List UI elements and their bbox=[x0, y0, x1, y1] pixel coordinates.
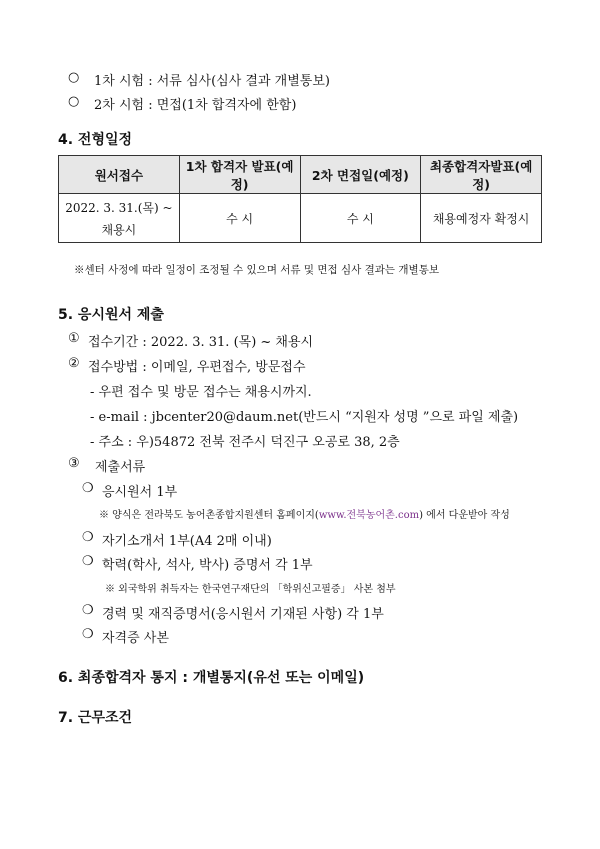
doc-form-note bbox=[99, 506, 510, 521]
bullet-circle-icon: ❍ bbox=[82, 481, 94, 496]
bullet-circle-icon: ○ bbox=[68, 70, 80, 85]
bullet-circle-icon: ❍ bbox=[82, 530, 94, 545]
cell-final-result: 채용예정자 확정시 bbox=[421, 194, 542, 243]
table-header-row bbox=[59, 156, 542, 194]
bullet-circle-icon: ❍ bbox=[82, 603, 94, 618]
item2-sub-email: - e-mail : jbcenter20@daum.net(반드시 “지원자 성명 ”으로 파일 제출) bbox=[90, 410, 519, 425]
header-application: 원서접수 bbox=[59, 156, 180, 194]
cell-first-result: 수 시 bbox=[179, 194, 300, 243]
doc-application-form: 응시원서 1부 bbox=[102, 485, 178, 500]
cell-interview: 수 시 bbox=[300, 194, 421, 243]
header-final-result: 최종합격자발표(예정) bbox=[421, 156, 542, 194]
table-row bbox=[59, 194, 542, 243]
homepage-link[interactable]: www.전북농어촌.com bbox=[318, 510, 420, 521]
doc-career-cert: 경력 및 재직증명서(응시원서 기재된 사항) 각 1부 bbox=[102, 607, 384, 622]
item2-number: ② bbox=[68, 356, 80, 371]
section5-heading: 5. 응시원서 제출 bbox=[58, 307, 164, 323]
item3-documents: 제출서류 bbox=[95, 460, 146, 475]
doc-form-note-suffix: ) 에서 다운받아 작성 bbox=[419, 510, 510, 521]
cell-application-line2: 채용시 bbox=[101, 222, 137, 237]
exam-second-stage: 2차 시험 : 면접(1차 합격자에 한함) bbox=[94, 98, 297, 113]
bullet-circle-icon: ❍ bbox=[82, 554, 94, 569]
section7-heading: 7. 근무조건 bbox=[58, 710, 133, 726]
doc-foreign-degree-note: ※ 외국학위 취득자는 한국연구재단의 「학위신고필증」 사본 첨부 bbox=[105, 584, 396, 595]
bullet-circle-icon: ○ bbox=[68, 94, 80, 109]
doc-license-copy: 자격증 사본 bbox=[102, 631, 169, 646]
cell-application-line1: 2022. 3. 31.(목) ~ bbox=[65, 200, 173, 215]
item2-sub-address: - 주소 : 우)54872 전북 전주시 덕진구 오공로 38, 2층 bbox=[90, 435, 400, 450]
header-interview: 2차 면접일(예정) bbox=[300, 156, 421, 194]
schedule-table bbox=[58, 155, 542, 243]
cell-application-period bbox=[59, 194, 180, 243]
doc-self-intro: 자기소개서 1부(A4 2매 이내) bbox=[102, 534, 272, 549]
doc-form-note-prefix: ※ 양식은 전라북도 농어촌종합지원센터 홈페이지( bbox=[99, 510, 319, 521]
section4-heading: 4. 전형일정 bbox=[58, 132, 133, 148]
exam-first-stage: 1차 시험 : 서류 심사(심사 결과 개별통보) bbox=[94, 74, 330, 89]
bullet-circle-icon: ❍ bbox=[82, 627, 94, 642]
schedule-note: ※센터 사정에 따라 일정이 조정될 수 있으며 서류 및 면접 심사 결과는 개별통보 bbox=[74, 264, 439, 276]
item1-period: 접수기간 : 2022. 3. 31. (목) ~ 채용시 bbox=[88, 335, 314, 350]
item3-number: ③ bbox=[68, 456, 80, 471]
section6-heading: 6. 최종합격자 통지 : 개별통지(유선 또는 이메일) bbox=[58, 670, 365, 686]
header-first-result: 1차 합격자 발표(예정) bbox=[179, 156, 300, 194]
doc-degree-cert: 학력(학사, 석사, 박사) 증명서 각 1부 bbox=[102, 558, 313, 573]
item2-method: 접수방법 : 이메일, 우편접수, 방문접수 bbox=[88, 360, 306, 375]
item1-number: ① bbox=[68, 331, 80, 346]
item2-sub-post: - 우편 접수 및 방문 접수는 채용시까지. bbox=[90, 385, 312, 400]
